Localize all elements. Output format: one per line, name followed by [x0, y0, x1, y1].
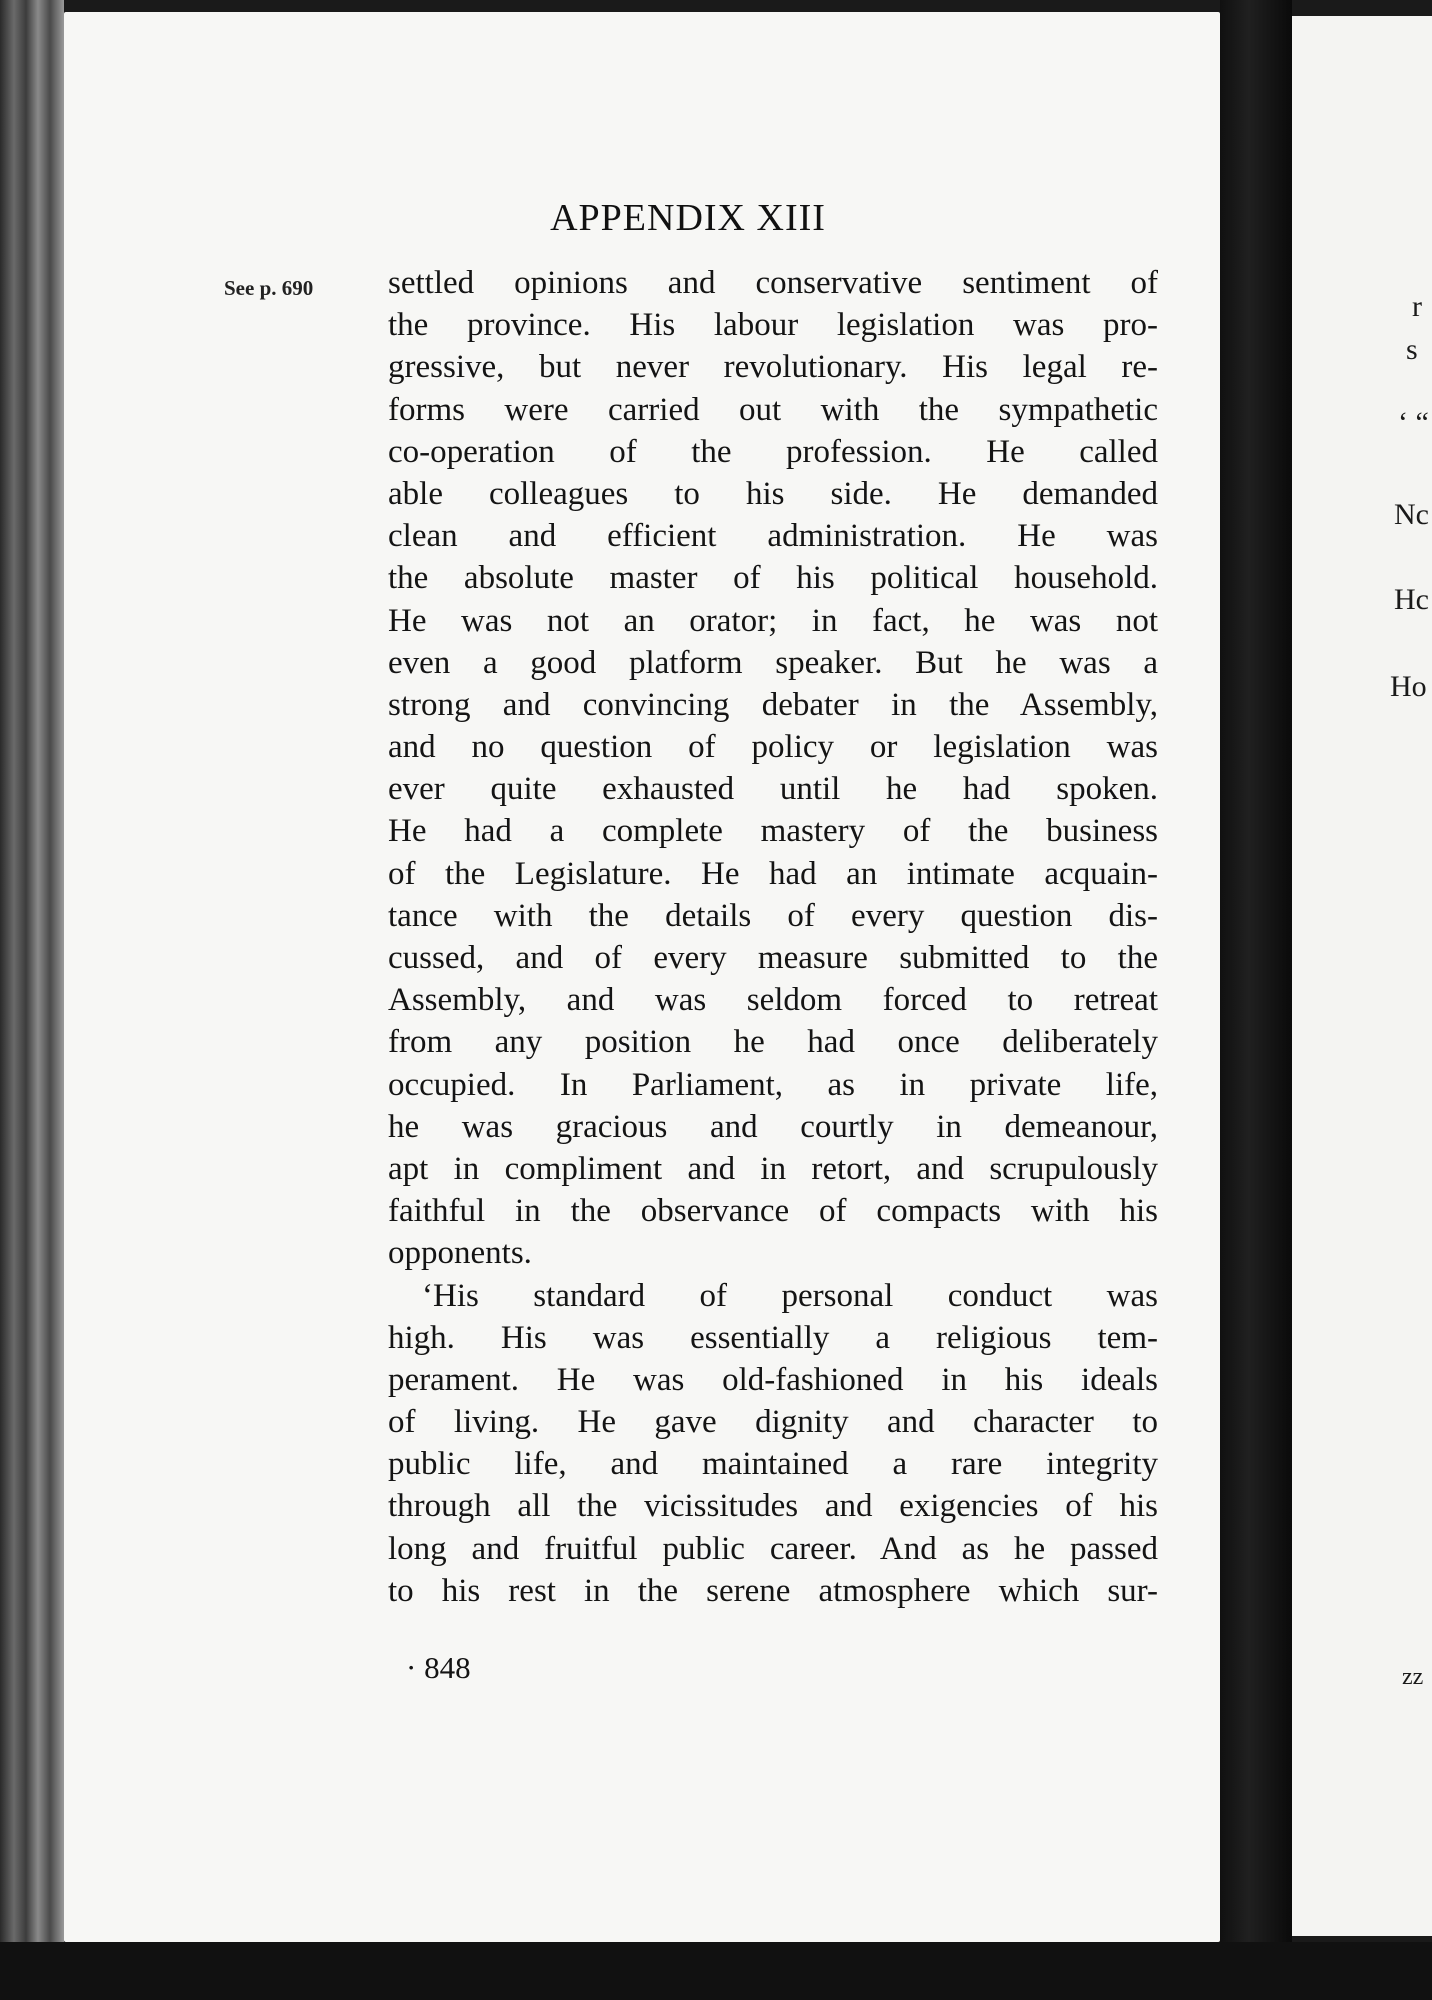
text-line: perament. He was old-fashioned in his ideals	[388, 1361, 1158, 1398]
text-line: settled opinions and conservative sentiment of	[388, 265, 1158, 301]
text-line: ever quite exhausted until he had spoken.	[388, 771, 1158, 808]
text-line: of living. He gave dignity and character to	[388, 1404, 1158, 1441]
text-line: Assembly, and was seldom forced to retreat	[388, 982, 1158, 1019]
text-line: able colleagues to his side. He demanded	[388, 475, 1158, 512]
bottom-shadow	[0, 1942, 1432, 2000]
text-line: public life, and maintained a rare integrity	[388, 1446, 1158, 1483]
text-line: apt in compliment and in retort, and scrupulously	[388, 1150, 1158, 1187]
text-line: cussed, and of every measure submitted to the	[388, 940, 1158, 976]
text-line: through all the vicissitudes and exigencies of his	[388, 1488, 1158, 1525]
text-line: He had a complete mastery of the business	[388, 813, 1158, 850]
text-line: to his rest in the serene atmosphere which sur-	[388, 1572, 1158, 1609]
page-number: · 848	[406, 1650, 471, 1685]
text-line: faithful in the observance of compacts with his	[388, 1193, 1158, 1230]
text-line: He was not an orator; in fact, he was not	[388, 602, 1158, 639]
facing-fragment: Nc	[1394, 498, 1429, 531]
facing-fragment: s	[1406, 333, 1418, 366]
facing-fragment: ‘ “	[1398, 406, 1429, 439]
text-line: even a good platform speaker. But he was a	[388, 644, 1158, 681]
facing-fragment: r	[1412, 290, 1422, 323]
facing-fragment: Ho	[1390, 670, 1427, 703]
text-line: of the Legislature. He had an intimate acquain-	[388, 855, 1158, 892]
body-text	[388, 262, 1158, 1612]
text-line: clean and efficient administration. He was	[388, 518, 1158, 555]
text-line: and no question of policy or legislation was	[388, 729, 1158, 766]
text-line: strong and convincing debater in the Assembly,	[388, 686, 1158, 723]
book-binding	[0, 0, 64, 2000]
text-line: gressive, but never revolutionary. His legal re-	[388, 349, 1158, 386]
marginal-note: See p. 690	[224, 276, 314, 300]
text-line: tance with the details of every question dis-	[388, 897, 1158, 934]
text-line: forms were carried out with the sympathetic	[388, 391, 1158, 428]
text-line: the absolute master of his political household.	[388, 560, 1158, 597]
text-line: long and fruitful public career. And as he passed	[388, 1530, 1158, 1567]
text-line: he was gracious and courtly in demeanour,	[388, 1108, 1158, 1145]
text-line: occupied. In Parliament, as in private life,	[388, 1066, 1158, 1103]
facing-fragment: zz	[1402, 1664, 1424, 1690]
text-line: from any position he had once deliberately	[388, 1024, 1158, 1061]
text-line: high. His was essentially a religious tem-	[388, 1319, 1158, 1356]
text-line: co-operation of the profession. He called	[388, 433, 1158, 470]
facing-fragment: Hc	[1394, 583, 1429, 616]
facing-page	[1292, 16, 1432, 1936]
text-line: the province. His labour legislation was pro-	[388, 307, 1158, 344]
page-fold	[1220, 0, 1292, 2000]
running-head: APPENDIX XIII	[550, 197, 826, 239]
text-line: ‘His standard of personal conduct was	[422, 1277, 1158, 1314]
text-line: opponents.	[388, 1235, 532, 1272]
